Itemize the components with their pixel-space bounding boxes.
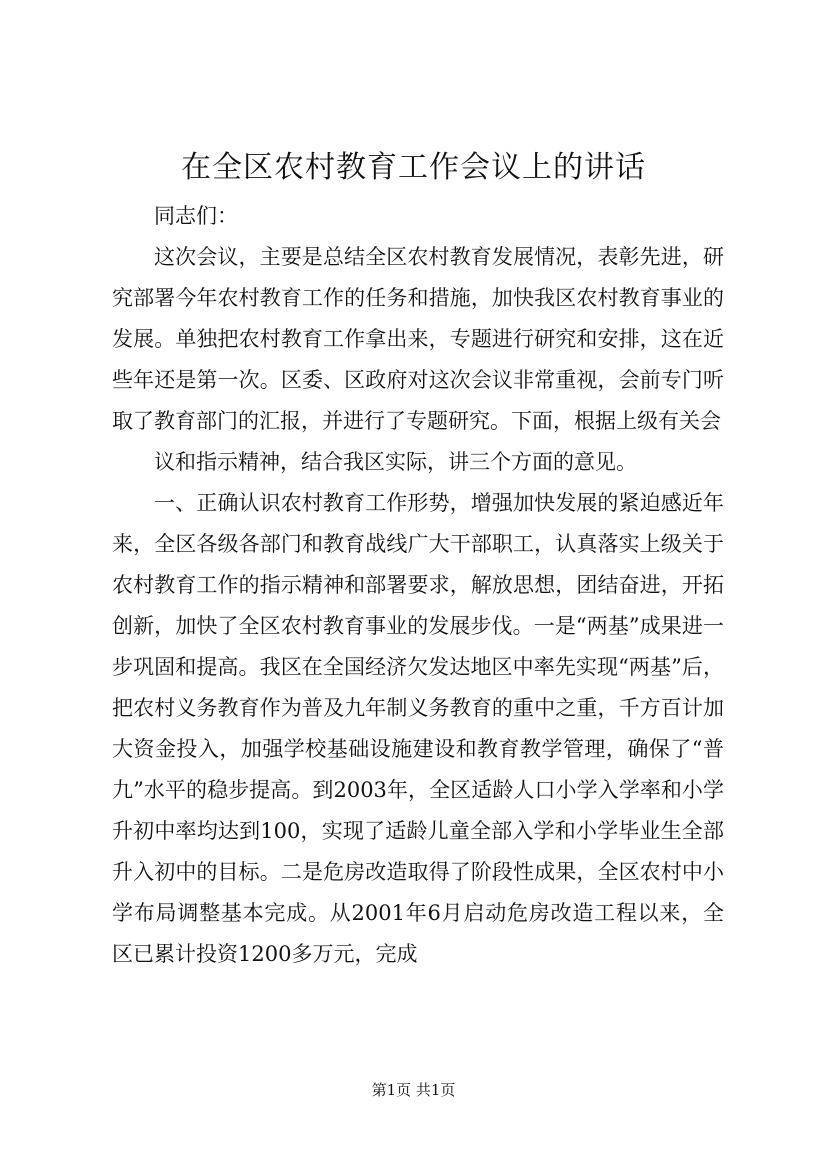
body-paragraph: 这次会议，主要是总结全区农村教育发展情况，表彰先进，研究部署今年农村教育工作的任务和措施，加快我区农村教育事业的发展。单独把农村教育工作拿出来，专题进行研究和安排，这在近些年还是第一次。区委、区政府对这次会议非常重视，会前专门听取了教育部门的汇报，并进行了专题研究。下面，根据上级有关会 [112, 245, 724, 433]
body-paragraph: 议和指示精神，结合我区实际，讲三个方面的意见。 [154, 450, 637, 474]
page-footer: 第1页 共1页 [371, 1081, 456, 1099]
body-paragraph: 一、正确认识农村教育工作形势，增强加快发展的紧迫感近年来，全区各级各部门和教育战线广大干部职工，认真落实上级关于农村教育工作的指示精神和部署要求，解放思想，团结奋进，开拓创新，加快了全区农村教育事业的发展步伐。一是“两基”成果进一步巩固和提高。我区在全国经济欠发达地区中率先实现“两基”后，把农村义务教育作为普及九年制义务教育的重中之重，千方百计加大资金投入，加强学校基础设施建设和教育教学管理，确保了“普九”水平的稳步提高。到2003年，全区适龄人口小学入学率和小学升初中率均达到100，实现了适龄儿童全部入学和小学毕业生全部升入初中的目标。二是危房改造取得了阶段性成果，全区农村中小学布局调整基本完成。从2001年6月启动危房改造工程以来，全区已累计投资1200多万元，完成 [112, 491, 724, 966]
document-body [112, 196, 724, 975]
document-title: 在全区农村教育工作会议上的讲话 [181, 150, 646, 185]
salutation-paragraph: 同志们： [154, 204, 238, 228]
